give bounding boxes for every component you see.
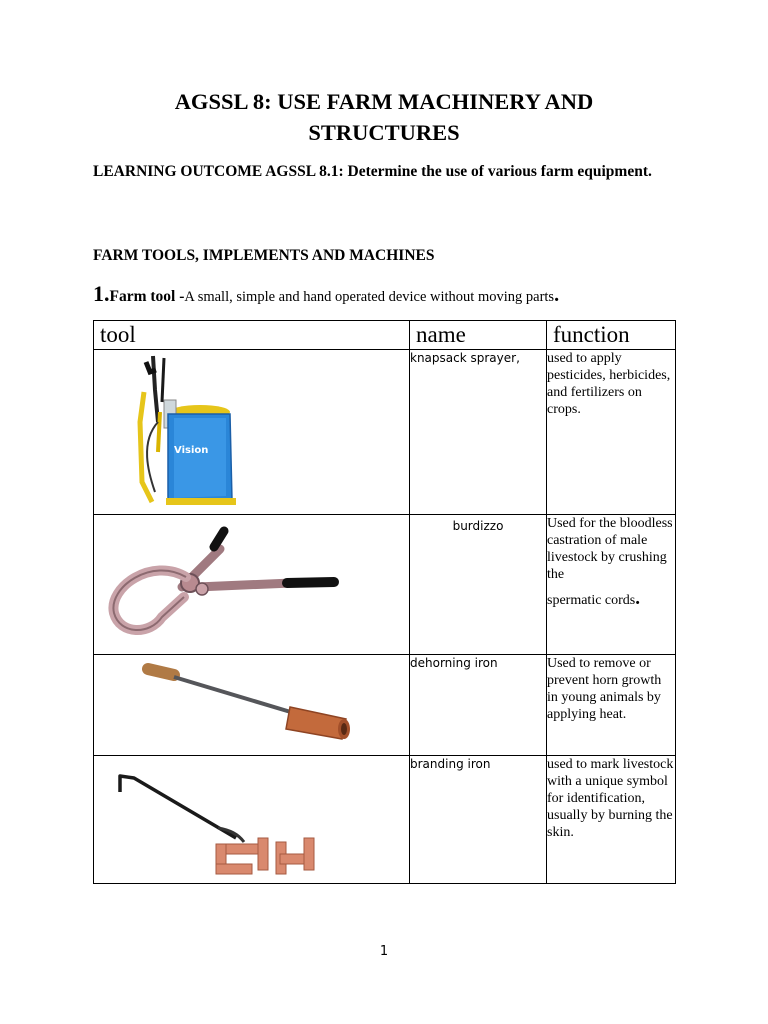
term-farm-tool: Farm tool — [109, 288, 176, 305]
table-row — [94, 756, 676, 884]
header-function: function — [547, 321, 676, 350]
function-text-tail: spermatic cords — [547, 593, 636, 608]
list-number: 1. — [93, 281, 110, 306]
knapsack-sprayer-image — [100, 352, 260, 514]
definition-text: A small, simple and hand operated device without moving parts — [184, 289, 555, 305]
document-title: AGSSL 8: USE FARM MACHINERY AND STRUCTURES — [174, 89, 594, 145]
table-row — [94, 350, 676, 515]
tool-function — [547, 515, 676, 655]
term-dash: - — [175, 288, 185, 305]
tool-function: used to apply pesticides, herbicides, and fertilizers on crops. — [547, 350, 676, 515]
burdizzo-image — [102, 517, 342, 651]
tool-name: branding iron — [410, 756, 547, 884]
tool-image-cell — [94, 350, 410, 515]
tool-name: burdizzo — [410, 515, 547, 655]
table-row — [94, 655, 676, 756]
tool-image-cell — [94, 756, 410, 884]
header-name: name — [410, 321, 547, 350]
tool-image-cell — [94, 655, 410, 756]
dehorning-iron-image — [134, 657, 364, 753]
table-header-row — [94, 321, 676, 350]
sprayer-brand-label: Vision — [174, 445, 209, 456]
branding-iron-image — [108, 758, 328, 882]
section-heading: FARM TOOLS, IMPLEMENTS AND MACHINES — [93, 247, 435, 264]
learning-outcome: LEARNING OUTCOME AGSSL 8.1: Determine the use of various farm equipment. — [93, 163, 652, 180]
farm-tools-table — [93, 320, 676, 884]
tool-function: Used to remove or prevent horn growth in young animals by applying heat. — [547, 655, 676, 756]
tool-name: dehorning iron — [410, 655, 547, 756]
tool-image-cell — [94, 515, 410, 655]
function-text: Used for the bloodless castration of male livestock by crushing the — [547, 516, 673, 582]
tool-name: knapsack sprayer, — [410, 350, 547, 515]
table-row — [94, 515, 676, 655]
header-tool: tool — [94, 321, 410, 350]
farm-tool-definition — [93, 279, 559, 312]
tool-function: used to mark livestock with a unique symbol for identification, usually by burning the skin. — [547, 756, 676, 884]
function-end-mark: . — [635, 588, 640, 609]
definition-end-mark: . — [554, 284, 560, 306]
page-number: 1 — [379, 944, 389, 959]
